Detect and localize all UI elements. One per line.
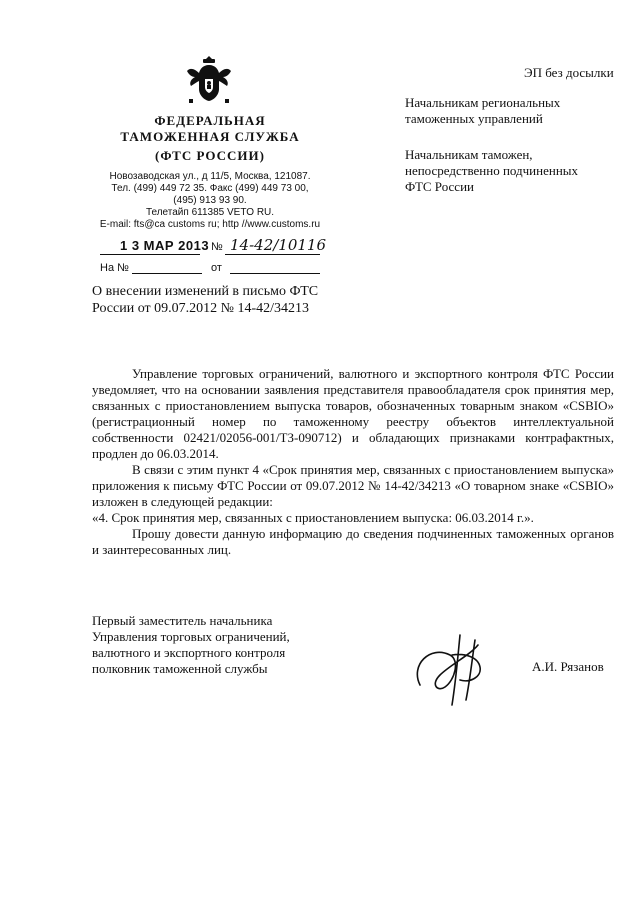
recipient-customs: Начальникам таможен, непосредственно подчиненных ФТС России — [405, 147, 579, 194]
signatory-position-line: полковник таможенной службы — [92, 661, 268, 676]
recipient-regional: Начальникам региональных таможенных управлений — [405, 95, 561, 126]
body-paragraph: В связи с этим пункт 4 «Срок принятия мер, связанных с приостановлением выпуска» приложения к письму ФТС России от 09.07.2012 № 14-42/34213 «О товарном знаке «CSBIO» изложен в следующей редакции: — [92, 462, 614, 509]
number-underline — [225, 254, 320, 255]
from-underline — [230, 273, 320, 274]
handwritten-signature — [400, 625, 510, 715]
body-paragraph: Управление торговых ограничений, валютного и экспортного контроля ФТС России уведомляет, что на основании заявления представителя правообладателя срок принятия мер, связанных с приостановлением выпуска товаров, обозначенных товарным знаком «CSBIO» (регистрационный номер по таможенному реестру объектов интеллектуальной собственности 02421/02056-001/ТЗ-090712) и обладающих признаками контрафактных, продлен до 06.03.2014. — [92, 366, 614, 461]
address-line: Телетайп 611385 VETO RU. — [145, 207, 275, 218]
letter-body — [92, 366, 614, 558]
agency-name-line2: ТАМОЖЕННАЯ СЛУЖБА — [120, 129, 300, 144]
address-line: E-mail: fts@ca customs ru; http //www.customs.ru — [99, 219, 321, 230]
on-number-underline — [132, 273, 202, 274]
agency-name-line3: (ФТС РОССИИ) — [155, 148, 265, 163]
registration-number: 14-42/10116 — [230, 236, 327, 254]
body-paragraph: Прошу довести данную информацию до сведения подчиненных таможенных органов и заинтересованных лиц. — [92, 526, 614, 557]
address-line: Новозаводская ул., д 11/5, Москва, 121087. — [109, 171, 311, 182]
address-line: (495) 913 93 90. — [173, 195, 247, 206]
signatory-position — [92, 613, 352, 677]
top-note: ЭП без досылки — [524, 65, 614, 80]
signatory-name: А.И. Рязанов — [532, 659, 604, 674]
signatory-position-line: валютного и экспортного контроля — [92, 645, 286, 660]
on-number-label: На № — [100, 262, 129, 274]
number-label: № — [211, 241, 223, 253]
body-paragraph-quote: «4. Срок принятия мер, связанных с приостановлением выпуска: 06.03.2014 г.». — [92, 510, 534, 525]
signatory-position-line: Первый заместитель начальника — [92, 613, 273, 628]
coat-of-arms-emblem — [185, 55, 233, 105]
date-underline — [100, 254, 200, 255]
from-label: от — [211, 262, 222, 274]
registration-date-stamp: 1 3 МАР 2013 — [120, 238, 210, 253]
signatory-position-line: Управления торговых ограничений, — [92, 629, 290, 644]
agency-name-line1: ФЕДЕРАЛЬНАЯ — [154, 113, 266, 128]
address-line: Тел. (499) 449 72 35. Факс (499) 449 73 00, — [111, 183, 309, 194]
letter-subject: О внесении изменений в письмо ФТС России от 09.07.2012 № 14-42/34213 — [92, 284, 319, 316]
